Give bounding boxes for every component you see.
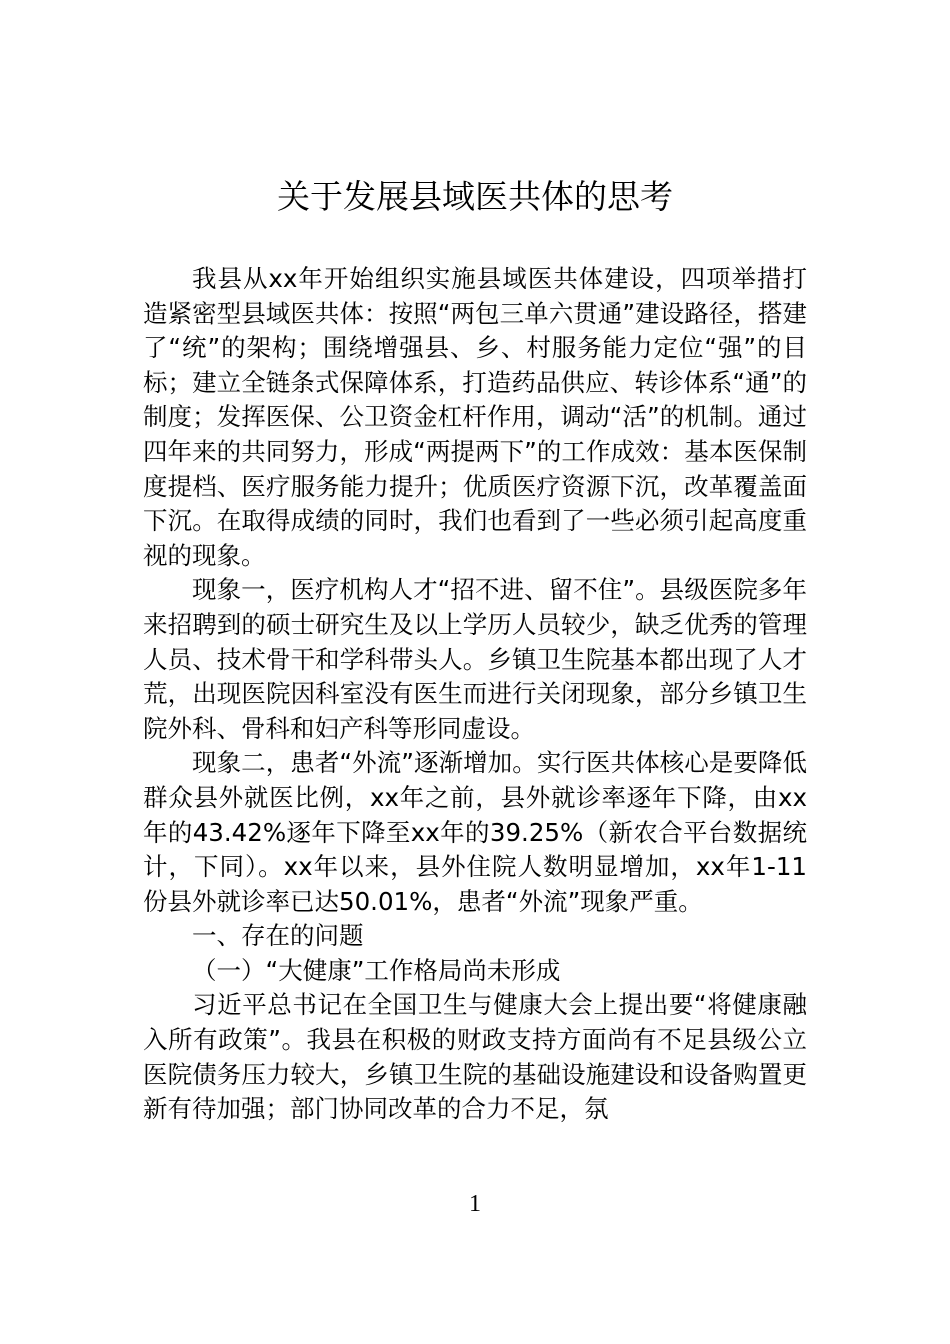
paragraph-subsection-one: 习近平总书记在全国卫生与健康大会上提出要“将健康融入所有政策”。我县在积极的财政支持方面尚有不足县级公立医院债务压力较大，乡镇卫生院的基础设施建设和设备购置更新有待加强；部门协同改革的合力不足，氛 — [143, 990, 807, 1124]
subsection-heading-one: （一）“大健康”工作格局尚未形成 — [192, 955, 561, 985]
paragraph-intro: 我县从xx年开始组织实施县域医共体建设，四项举措打造紧密型县域医共体：按照“两包三单六贯通”建设路径，搭建了“统”的架构；围绕增强县、乡、村服务能力定位“强”的目标；建立全链条式保障体系，打造药品供应、转诊体系“通”的制度；发挥医保、公卫资金杠杆作用，调动“活”的机制。通过四年来的共同努力，形成“两提两下”的工作成效：基本医保制度提档、医疗服务能力提升；优质医疗资源下沉，改革覆盖面下沉。在取得成绩的同时，我们也看到了一些必须引起高度重视的现象。 — [143, 264, 807, 570]
paragraph-phenomenon-two: 现象二，患者“外流”逐渐增加。实行医共体核心是要降低群众县外就医比例，xx年之前，县外就诊率逐年下降，由xx年的43.42%逐年下降至xx年的39.25%（新农合平台数据统计，下同）。xx年以来，县外住院人数明显增加，xx年1-11份县外就诊率已达50.01%，患者“外流”现象严重。 — [143, 748, 807, 916]
page-number: 1 — [469, 1191, 481, 1217]
section-heading-problems: 一、存在的问题 — [192, 921, 364, 951]
document-body — [143, 262, 807, 1127]
document-title: 关于发展县域医共体的思考 — [277, 177, 673, 216]
paragraph-phenomenon-one: 现象一，医疗机构人才“招不进、留不住”。县级医院多年来招聘到的硕士研究生及以上学历人员较少，缺乏优秀的管理人员、技术骨干和学科带头人。乡镇卫生院基本都出现了人才荒，出现医院因科室没有医生而进行关闭现象，部分乡镇卫生院外科、骨科和妇产科等形同虚设。 — [143, 575, 807, 743]
